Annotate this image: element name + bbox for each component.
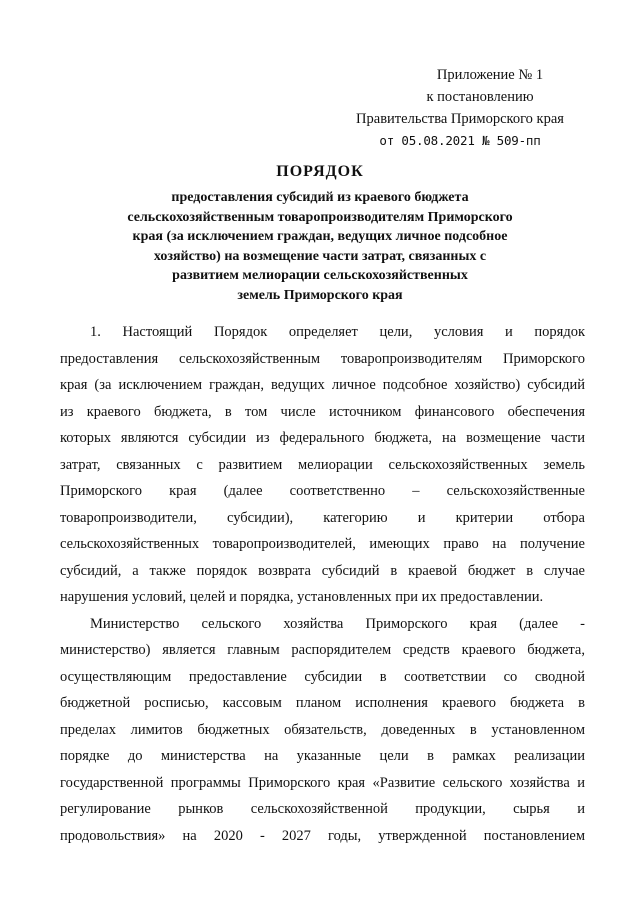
- body-line: продовольствия» на 2020 - 2027 годы, утвержденной постановлением: [60, 827, 585, 844]
- appendix-header: [340, 64, 580, 152]
- subtitle-line: предоставления субсидий из краевого бюджета: [171, 190, 469, 205]
- body-line: 1. Настоящий Порядок определяет цели, условия и порядок: [90, 324, 585, 340]
- subtitle-line: хозяйство) на возмещение части затрат, связанных с: [153, 248, 487, 264]
- document-title: ПОРЯДОК: [276, 163, 364, 180]
- subtitle-line: земель Приморского края: [237, 287, 403, 303]
- body-line: пределах лимитов бюджетных обязательств, доведенных в установленном: [60, 721, 585, 738]
- body-line: из краевого бюджета, в том числе источником финансового обеспечения: [60, 403, 585, 420]
- appendix-number: Приложение № 1: [436, 67, 544, 83]
- appendix-date-number: от 05.08.2021 № 509-пп: [379, 133, 541, 148]
- body-line: порядке до министерства на указанные цели в рамках реализации: [60, 748, 585, 764]
- body-line: которых являются субсидии из федерального бюджета, на возмещение части: [60, 430, 585, 446]
- document-subtitle: [100, 188, 540, 305]
- body-line: субсидий, а также порядок возврата субсидий в краевой бюджет в случае: [60, 562, 585, 579]
- body-line: осуществляющим предоставление субсидии в соответствии со сводной: [60, 668, 585, 685]
- appendix-authority: Правительства Приморского края: [356, 111, 564, 127]
- body-line: государственной программы Приморского края «Развитие сельского хозяйства и: [60, 774, 585, 791]
- body-line: министерство) является главным распорядителем средств краевого бюджета,: [60, 642, 585, 658]
- appendix-reference: к постановлению: [426, 89, 534, 105]
- body-line: затрат, связанных с развитием мелиорации сельскохозяйственных земель: [60, 456, 585, 473]
- subtitle-line: развитием мелиорации сельскохозяйственных: [172, 268, 468, 283]
- body-line: сельскохозяйственных товаропроизводителей, имеющих право на получение: [60, 536, 585, 552]
- body-line: предоставления сельскохозяйственным товаропроизводителям Приморского: [60, 350, 585, 367]
- body-line: Министерство сельского хозяйства Приморского края (далее -: [90, 615, 585, 632]
- body-line: товаропроизводители, субсидии), категорию и критерии отбора: [60, 509, 585, 526]
- body-line: Приморского края (далее соответственно – сельскохозяйственные: [60, 483, 585, 499]
- subtitle-line: сельскохозяйственным товаропроизводителям Приморского: [127, 209, 513, 225]
- body-line: нарушения условий, целей и порядка, установленных при их предоставлении.: [60, 589, 544, 605]
- body-line: края (за исключением граждан, ведущих личное подсобное хозяйство) субсидий: [60, 377, 585, 393]
- subtitle-line: края (за исключением граждан, ведущих личное подсобное: [132, 229, 508, 244]
- body-line: регулирование рынков сельскохозяйственной продукции, сырья и: [60, 801, 585, 817]
- document-body: [60, 319, 585, 849]
- body-line: бюджетной росписью, кассовым планом исполнения краевого бюджета в: [60, 695, 585, 711]
